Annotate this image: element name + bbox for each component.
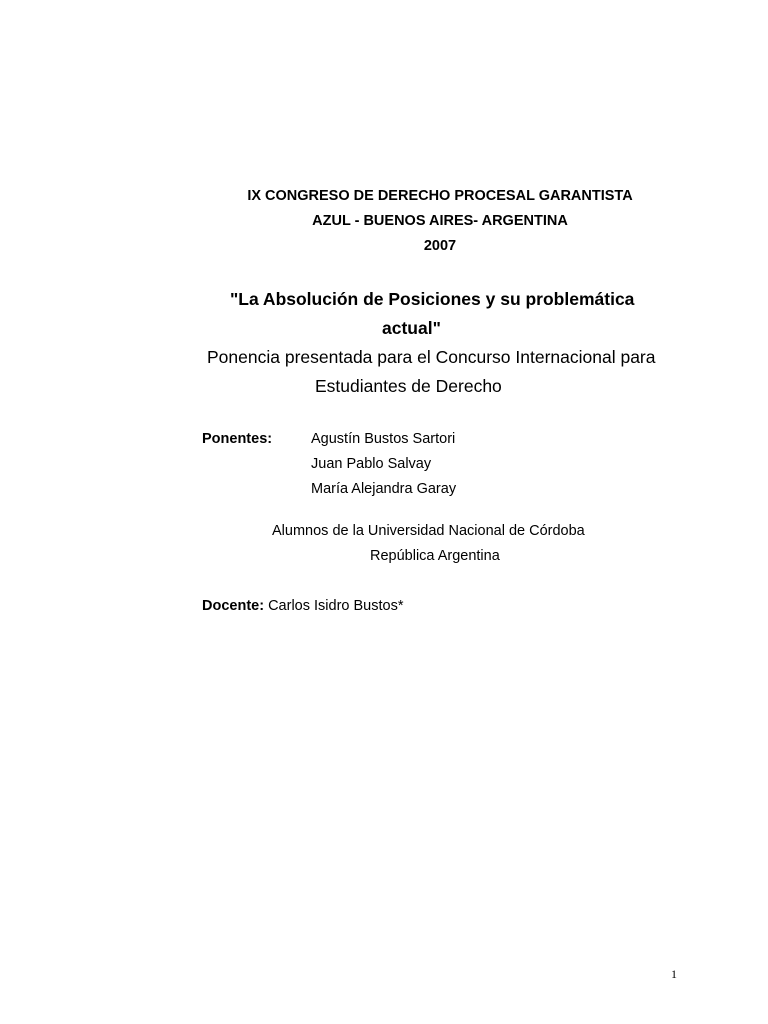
- paper-title-line2: actual": [382, 318, 441, 338]
- ponente-name-3: María Alejandra Garay: [311, 481, 457, 497]
- congress-location: AZUL - BUENOS AIRES- ARGENTINA: [312, 213, 568, 229]
- congress-title: IX CONGRESO DE DERECHO PROCESAL GARANTISTA: [247, 188, 633, 204]
- docente-label: Docente:: [202, 598, 265, 614]
- affiliation-university: Alumnos de la Universidad Nacional de Córdoba: [272, 523, 585, 539]
- congress-year: 2007: [423, 238, 457, 254]
- ponente-name-1: Agustín Bustos Sartori: [311, 431, 456, 447]
- paper-title-line1: "La Absolución de Posiciones y su problemática: [230, 289, 635, 309]
- affiliation-country: República Argentina: [370, 548, 500, 564]
- page-number: 1: [671, 967, 677, 981]
- ponentes-label: Ponentes:: [202, 431, 273, 447]
- docente-name: Carlos Isidro Bustos*: [268, 598, 404, 614]
- docente-line: [202, 598, 403, 614]
- subtitle-line2: Estudiantes de Derecho: [315, 376, 502, 396]
- subtitle-line1: Ponencia presentada para el Concurso Internacional para: [207, 347, 656, 367]
- ponente-name-2: Juan Pablo Salvay: [311, 456, 432, 472]
